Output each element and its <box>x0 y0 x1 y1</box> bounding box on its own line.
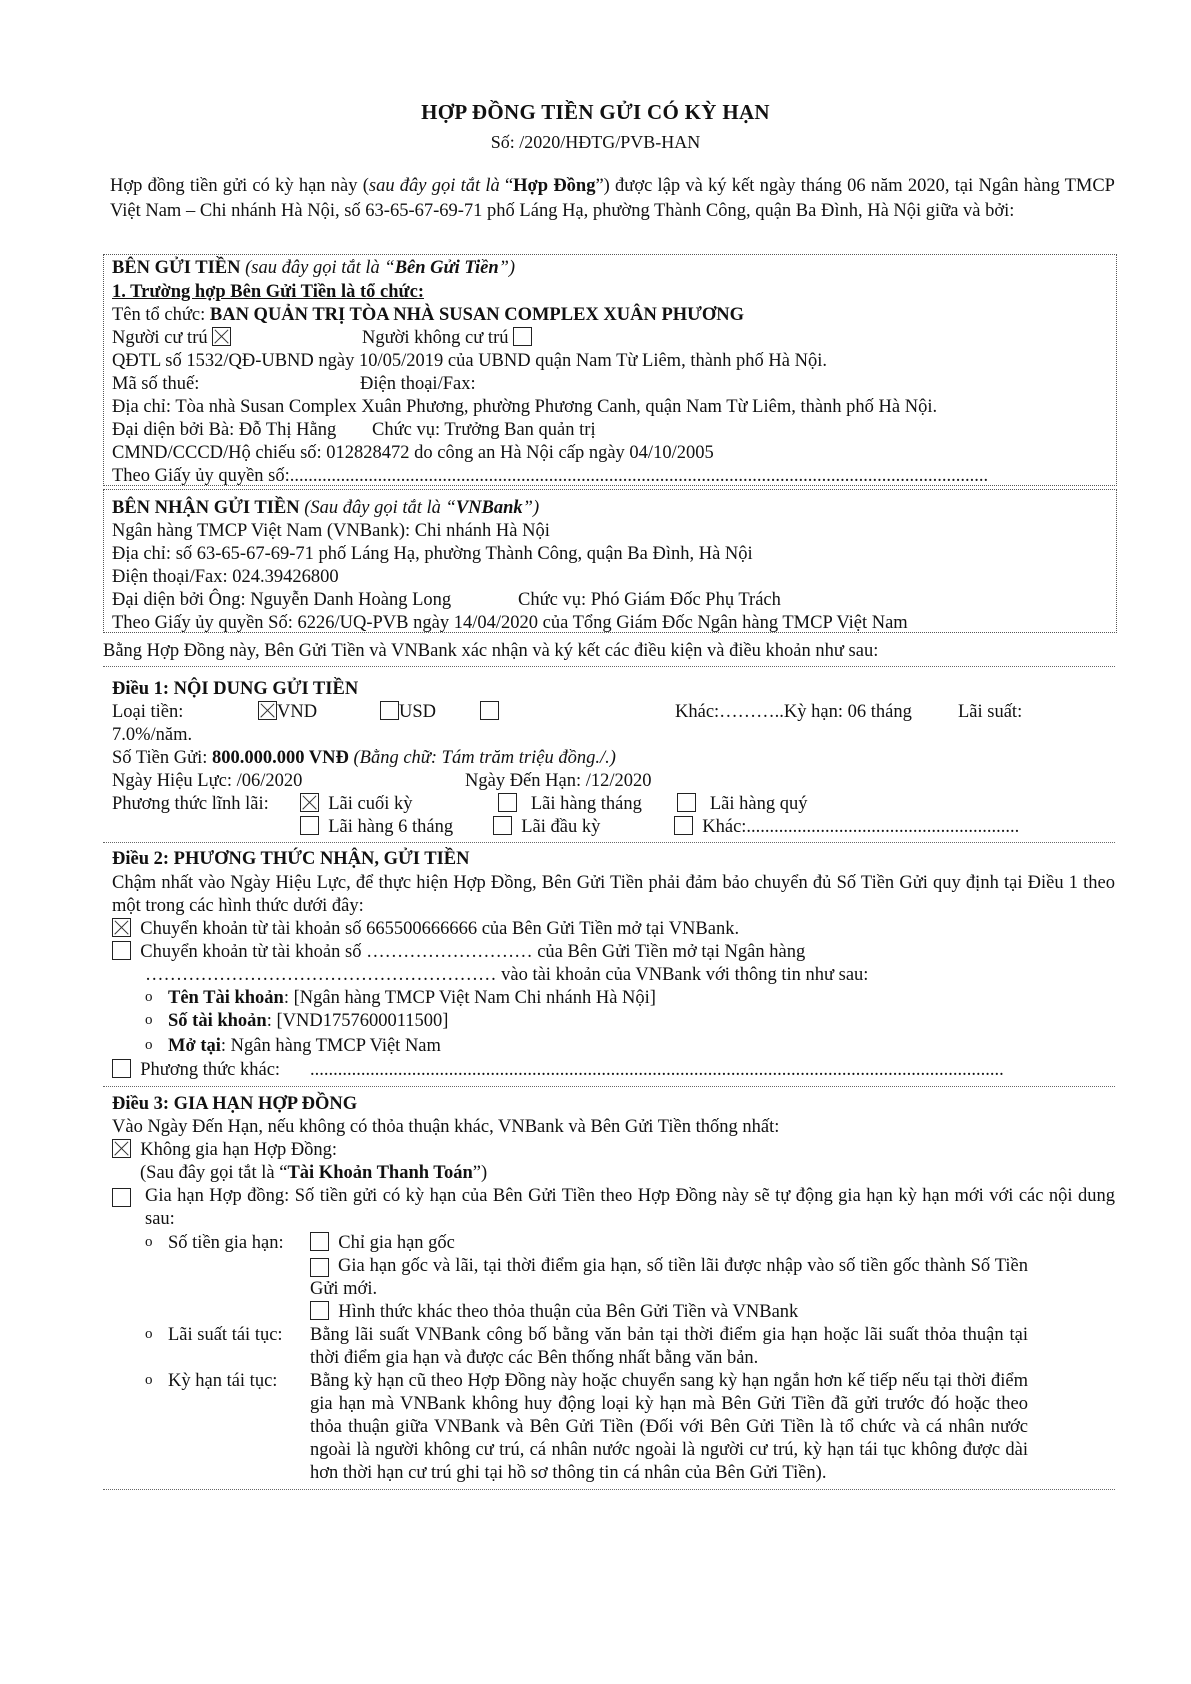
no-renew-option: Không gia hạn Hợp Đồng: <box>112 1139 337 1162</box>
non-resident-option: Người không cư trú <box>362 327 532 350</box>
renew-rate-text: Bằng lãi suất VNBank công bố bằng văn bản tại thời điểm gia hạn hoặc lãi suất thỏa thuận tại thời điểm gia hạn và được các Bên thống nhất bằng văn bản. <box>310 1325 1028 1368</box>
account-name: Tên Tài khoản: [Ngân hàng TMCP Việt Nam Chi nhánh Hà Nội] <box>168 988 656 1008</box>
divider <box>103 1086 1115 1087</box>
article-2-heading: Điều 2: PHƯƠNG THỨC NHẬN, GỬI TIỀN <box>112 849 470 869</box>
receiver-heading: BÊN NHẬN GỬI TIỀN (Sau đây gọi tắt là “VNBank”) <box>112 498 540 518</box>
transfer-option-1-checkbox[interactable] <box>112 918 131 937</box>
sender-phone-fax: Điện thoại/Fax: <box>360 374 476 394</box>
interest-other-option: Khác:........................................................... <box>674 816 1019 839</box>
currency-usd-option: USD <box>380 701 436 724</box>
interest-end-option: Lãi cuối kỳ <box>300 793 413 816</box>
interest-begin-option: Lãi đầu kỳ <box>493 816 600 839</box>
transfer-other-dots: ...................................................................................................................................................... <box>310 1060 1004 1080</box>
receiver-phone: Điện thoại/Fax: 024.39426800 <box>112 567 339 587</box>
interest-other-checkbox[interactable] <box>674 816 693 835</box>
interest-quarterly-option: Lãi hàng quý <box>677 793 808 816</box>
transfer-other-option: Phương thức khác: <box>112 1059 280 1082</box>
usd-checkbox[interactable] <box>380 701 399 720</box>
renew-amount-label: Số tiền gia hạn: <box>168 1233 284 1253</box>
renew-other-checkbox[interactable] <box>310 1301 329 1320</box>
article-3-intro: Vào Ngày Đến Hạn, nếu không có thỏa thuận khác, VNBank và Bên Gửi Tiền thống nhất: <box>112 1117 780 1137</box>
divider <box>103 842 1115 843</box>
bullet: o <box>145 989 153 1005</box>
receiver-representative: Đại diện bởi Ông: Nguyễn Danh Hoàng Long <box>112 590 452 610</box>
receiver-authorization: Theo Giấy ủy quyền Số: 6226/UQ-PVB ngày 14/04/2020 của Tổng Giám Đốc Ngân hàng TMCP Việt Nam <box>112 613 908 633</box>
bullet: o <box>145 1037 153 1053</box>
resident-checkbox[interactable] <box>212 327 231 346</box>
deposit-amount: Số Tiền Gửi: 800.000.000 VNĐ (Bằng chữ: Tám trăm triệu đồng./.) <box>112 748 616 768</box>
renew-amount-option-3: Hình thức khác theo thỏa thuận của Bên Gửi Tiền và VNBank <box>310 1301 798 1324</box>
other-currency-checkbox[interactable] <box>480 701 499 720</box>
renew-principal-checkbox[interactable] <box>310 1232 329 1251</box>
transfer-other-checkbox[interactable] <box>112 1059 131 1078</box>
sender-id: CMND/CCCD/Hộ chiếu số: 012828472 do công an Hà Nội cấp ngày 04/10/2005 <box>112 443 714 463</box>
interest-method-label: Phương thức lĩnh lãi: <box>112 794 269 814</box>
transfer-option-2-cont: ………………………………………………… vào tài khoản của VNBank với thông tin như sau: <box>145 965 869 985</box>
interest-monthly-option: Lãi hàng tháng <box>498 793 642 816</box>
article-2-intro: Chậm nhất vào Ngày Hiệu Lực, để thực hiện Hợp Đồng, Bên Gửi Tiền phải đảm bảo chuyển đủ Số Tiền Gửi quy định tại Điều 1 theo một trong các hình thức dưới đây: <box>112 873 1115 916</box>
bullet: o <box>145 1372 153 1388</box>
renew-amount-option-1: Chỉ gia hạn gốc <box>310 1232 455 1255</box>
opened-at: Mở tại: Ngân hàng TMCP Việt Nam <box>168 1036 441 1056</box>
renew-rate-label: Lãi suất tái tục: <box>168 1325 283 1345</box>
vnd-checkbox[interactable] <box>258 701 277 720</box>
term-info: Khác:………..Kỳ hạn: 06 tháng <box>675 702 912 722</box>
interest-6months-checkbox[interactable] <box>300 816 319 835</box>
bullet: o <box>145 1012 153 1028</box>
document-title: HỢP ĐỒNG TIỀN GỬI CÓ KỲ HẠN <box>421 100 770 124</box>
article-1-heading: Điều 1: NỘI DUNG GỬI TIỀN <box>112 679 359 699</box>
bullet: o <box>145 1234 153 1250</box>
maturity-date: Ngày Đến Hạn: /12/2020 <box>465 771 652 791</box>
interest-monthly-checkbox[interactable] <box>498 793 517 812</box>
currency-other-option <box>480 701 499 724</box>
renew-amount-option-2: Gia hạn gốc và lãi, tại thời điểm gia hạn, số tiền lãi được nhập vào số tiền gốc thành Số Tiền Gửi mới. <box>310 1256 1028 1299</box>
no-renew-note: (Sau đây gọi tắt là “Tài Khoản Thanh Toán”) <box>140 1163 488 1183</box>
renew-checkbox[interactable] <box>112 1188 131 1207</box>
currency-vnd-option: VND <box>258 701 317 724</box>
divider <box>103 666 1115 667</box>
interest-begin-checkbox[interactable] <box>493 816 512 835</box>
sender-address: Địa chỉ: Tòa nhà Susan Complex Xuân Phương, phường Phương Canh, quận Nam Từ Liêm, thành phố Hà Nội. <box>112 397 938 417</box>
renew-checkbox-wrap <box>112 1188 131 1210</box>
divider <box>103 1489 1115 1490</box>
transfer-option-2-checkbox[interactable] <box>112 941 131 960</box>
no-renew-checkbox[interactable] <box>112 1139 131 1158</box>
account-number: Số tài khoản: [VND1757600011500] <box>168 1011 449 1031</box>
document-number: Số: /2020/HĐTG/PVB-HAN <box>490 132 701 152</box>
article-3-heading: Điều 3: GIA HẠN HỢP ĐỒNG <box>112 1094 358 1114</box>
sender-representative: Đại diện bởi Bà: Đỗ Thị Hằng <box>112 420 337 440</box>
renew-term-label: Kỳ hạn tái tục: <box>168 1371 278 1391</box>
currency-label: Loại tiền: <box>112 702 184 722</box>
non-resident-checkbox[interactable] <box>513 327 532 346</box>
sender-position: Chức vụ: Trưởng Ban quản trị <box>372 420 596 440</box>
sender-heading: BÊN GỬI TIỀN (sau đây gọi tắt là “Bên Gửi Tiền”) <box>112 258 516 278</box>
sender-tax-code: Mã số thuế: <box>112 374 200 394</box>
resident-option: Người cư trú <box>112 327 231 350</box>
renew-term-text: Bằng kỳ hạn cũ theo Hợp Đồng này hoặc chuyển sang kỳ hạn ngắn hơn kế tiếp nếu tại thời điểm gia hạn mà VNBank không huy động loại kỳ hạn mà Bên Gửi Tiền đã gửi trước đó hoặc theo thỏa thuận giữa VNBank và Bên Gửi Tiền (Đối với Bên Gửi Tiền là tổ chức và cá nhân nước ngoài là người không cư trú, cá nhân nước ngoài là người cư trú, kỳ hạn tái tục không được dài hơn thời hạn cư trú ghi tại hồ sơ thông tin cá nhân của Bên Gửi Tiền). <box>310 1371 1028 1483</box>
receiver-position: Chức vụ: Phó Giám Đốc Phụ Trách <box>518 590 781 610</box>
interest-quarterly-checkbox[interactable] <box>677 793 696 812</box>
transfer-option-2: Chuyển khoản từ tài khoản số ……………………… của Bên Gửi Tiền mở tại Ngân hàng <box>112 941 805 964</box>
rate-label: Lãi suất: <box>958 702 1023 722</box>
intro-paragraph: Hợp đồng tiền gửi có kỳ hạn này (sau đây gọi tắt là “Hợp Đồng”) được lập và ký kết ngày tháng 06 năm 2020, tại Ngân hàng TMCP Việt Nam – Chi nhánh Hà Nội, số 63-65-67-69-71 phố Láng Hạ, phường Thành Công, quận Ba Đình, Hà Nội giữa và bởi: <box>110 176 1115 221</box>
receiver-address: Địa chỉ: số 63-65-67-69-71 phố Láng Hạ, phường Thành Công, quận Ba Đình, Hà Nội <box>112 544 753 564</box>
sender-org: Tên tổ chức: BAN QUẢN TRỊ TÒA NHÀ SUSAN COMPLEX XUÂN PHƯƠNG <box>112 305 745 325</box>
agreement-statement: Bằng Hợp Đồng này, Bên Gửi Tiền và VNBank xác nhận và ký kết các điều kiện và điều khoản như sau: <box>103 641 879 661</box>
interest-6months-option: Lãi hàng 6 tháng <box>300 816 453 839</box>
sender-case-1: 1. Trường hợp Bên Gửi Tiền là tổ chức: <box>112 282 424 302</box>
renew-option-text: Gia hạn Hợp đồng: Số tiền gửi có kỳ hạn của Bên Gửi Tiền theo Hợp Đồng này sẽ tự động gia hạn kỳ hạn mới với các nội dung sau: <box>145 1186 1115 1229</box>
transfer-option-1: Chuyển khoản từ tài khoản số 665500666666 của Bên Gửi Tiền mở tại VNBank. <box>112 918 739 941</box>
interest-rate: 7.0%/năm. <box>112 725 193 745</box>
bullet: o <box>145 1326 153 1342</box>
interest-end-checkbox[interactable] <box>300 793 319 812</box>
effective-date: Ngày Hiệu Lực: /06/2020 <box>112 771 303 791</box>
sender-authorization: Theo Giấy ủy quyền số:....................................................................................................................................................... <box>112 466 989 486</box>
receiver-bank: Ngân hàng TMCP Việt Nam (VNBank): Chi nhánh Hà Nội <box>112 521 550 541</box>
sender-decision: QĐTL số 1532/QĐ-UBND ngày 10/05/2019 của UBND quận Nam Từ Liêm, thành phố Hà Nội. <box>112 351 827 371</box>
